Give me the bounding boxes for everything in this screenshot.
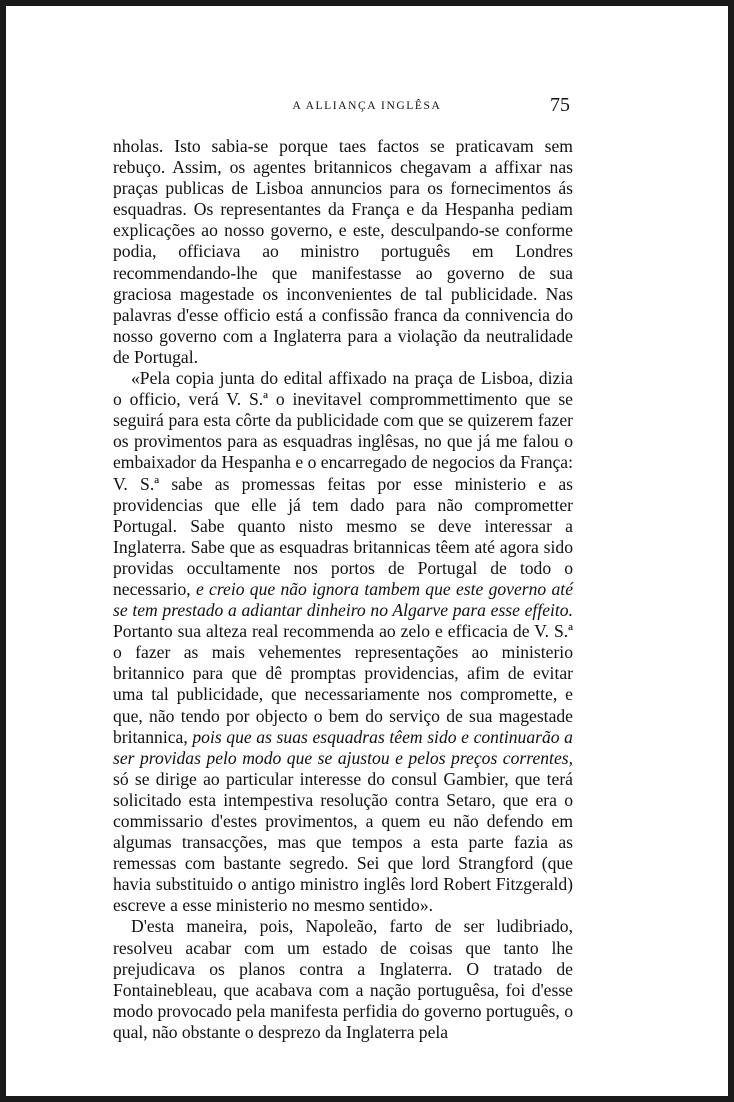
page-header bbox=[6, 94, 728, 124]
quote-text-1: «Pela copia junta do edital affixado na praça de Lisboa, dizia o officio, verá V. S.ª o inevitavel comprommettimento que se seguirá para esta côrte da publicidade com que se quizerem fazer os provimentos para as esquadras inglêsas, no que já me falou o embaixador da Hespanha e o encarregado de negocios da França: V. S.ª sabe as promessas feitas por esse ministerio e as providencias que elle já tem dado para não comprometter Portugal. Sabe quanto nisto mesmo se deve interessar a Inglaterra. Sabe que as esquadras britannicas têem até agora sido providas occultamente nos portos de Portugal de todo o necessario, bbox=[113, 368, 573, 599]
quote-text-2: Portanto sua alteza real recommenda ao zelo e efficacia de V. S.ª o fazer as mais vehementes representações ao ministerio britannico para que dê promptas providencias, afim de evitar uma tal publicidade, que necessariamente nos compromette, e que, não tendo por objecto o bem do serviço de sua magestade britannica, bbox=[113, 621, 573, 747]
running-title: A ALLIANÇA INGLÊSA bbox=[292, 100, 442, 112]
book-page bbox=[6, 6, 728, 1096]
quote-italic-1: e creio que não ignora tambem que este governo até se tem prestado a adiantar dinheiro no Algarve para esse effeito. bbox=[113, 578, 573, 621]
paragraph-1: nholas. Isto sabia-se porque taes factos se praticavam sem rebuço. Assim, os agentes britannicos chegavam a affixar nas praças publicas de Lisboa annuncios para os fornecimentos ás esquadras. Os representantes da França e da Hespanha pediam explicações ao nosso governo, e este, desculpando-se conforme podia, officiava ao ministro português em Londres recommendando-lhe que manifestasse ao governo de sua graciosa magestade os inconvenientes de tal publicidade. Nas palavras d'esse officio está a confissão franca da connivencia do nosso governo com a Inglaterra para a violação da neutralidade de Portugal. bbox=[113, 136, 573, 367]
body-text bbox=[113, 136, 573, 1043]
page-number: 75 bbox=[550, 94, 570, 116]
quote-text-3: só se dirige ao particular interesse do consul Gambier, que terá solicitado esta intempestiva resolução contra Setaro, que era o commissario d'estes provimentos, a quem eu não defendo em algumas transacções, mas que tempos a esta parte fazia as remessas com bastante segredo. Sei que lord Strangford (que havia substituido o antigo ministro inglês lord Robert Fitzgerald) escreve a esse ministerio no mesmo sentido». bbox=[113, 768, 573, 916]
quote-italic-2: pois que as suas esquadras têem sido e continuarão a ser providas pelo modo que se ajustou e pelos preços correntes, bbox=[113, 726, 573, 768]
paragraph-2-quote bbox=[113, 368, 573, 916]
paragraph-3: D'esta maneira, pois, Napoleão, farto de ser ludibriado, resolveu acabar com um estado de coisas que tanto lhe prejudicava os planos contra a Inglaterra. O tratado de Fontainebleau, que acabava com a nação portuguêsa, foi d'esse modo provocado pela manifesta perfidia do governo português, o qual, não obstante o desprezo da Inglaterra pela bbox=[113, 916, 573, 1042]
